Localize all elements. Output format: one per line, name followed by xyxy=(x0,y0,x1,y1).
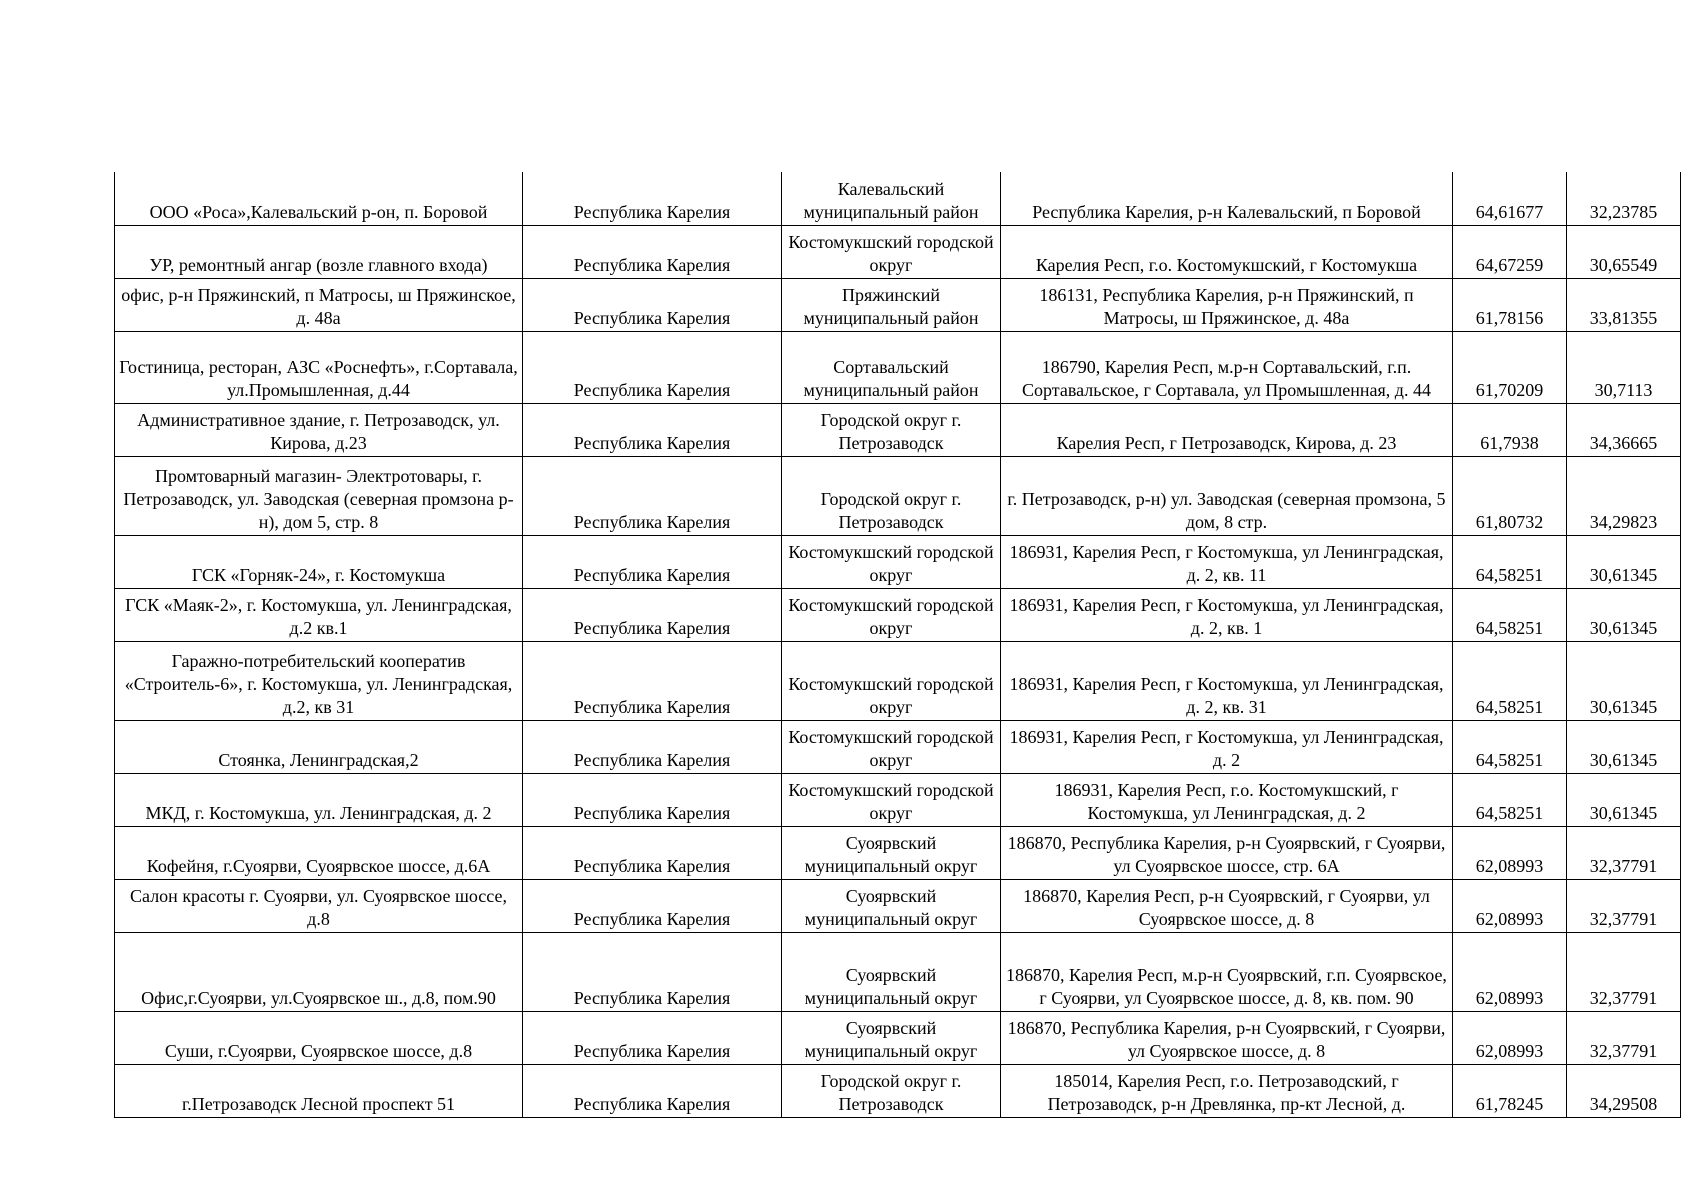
table-row xyxy=(115,172,1681,225)
municipality-cell: Городской округ г. Петрозаводск xyxy=(782,403,1001,456)
region-cell: Республика Карелия xyxy=(523,826,782,879)
region-cell: Республика Карелия xyxy=(523,641,782,720)
registry-table xyxy=(114,172,1681,1118)
region-cell: Республика Карелия xyxy=(523,1064,782,1117)
latitude-cell: 61,7938 xyxy=(1453,403,1567,456)
longitude-cell: 30,61345 xyxy=(1567,535,1681,588)
address-cell: г. Петрозаводск, р-н) ул. Заводская (северная промзона, 5 дом, 8 стр. xyxy=(1001,456,1453,535)
address-cell: 186931, Карелия Респ, г Костомукша, ул Ленинградская, д. 2 xyxy=(1001,720,1453,773)
longitude-cell: 34,36665 xyxy=(1567,403,1681,456)
table-row xyxy=(115,932,1681,1011)
table-row xyxy=(115,456,1681,535)
latitude-cell: 64,58251 xyxy=(1453,588,1567,641)
region-cell: Республика Карелия xyxy=(523,403,782,456)
address-cell: 186870, Карелия Респ, р-н Суоярвский, г Суоярви, ул Суоярвское шоссе, д. 8 xyxy=(1001,879,1453,932)
latitude-cell: 61,78156 xyxy=(1453,278,1567,331)
longitude-cell: 30,7113 xyxy=(1567,331,1681,403)
object-name-cell: ООО «Роса»,Калевальский р-он, п. Боровой xyxy=(115,172,523,225)
latitude-cell: 62,08993 xyxy=(1453,932,1567,1011)
object-name-cell: Офис,г.Суоярви, ул.Суоярвское ш., д.8, пом.90 xyxy=(115,932,523,1011)
region-cell: Республика Карелия xyxy=(523,879,782,932)
object-name-cell: Гостиница, ресторан, АЗС «Роснефть», г.Сортавала, ул.Промышленная, д.44 xyxy=(115,331,523,403)
latitude-cell: 61,70209 xyxy=(1453,331,1567,403)
municipality-cell: Городской округ г. Петрозаводск xyxy=(782,1064,1001,1117)
table-row xyxy=(115,826,1681,879)
municipality-cell: Костомукшский городской округ xyxy=(782,225,1001,278)
longitude-cell: 30,61345 xyxy=(1567,720,1681,773)
longitude-cell: 30,65549 xyxy=(1567,225,1681,278)
longitude-cell: 34,29823 xyxy=(1567,456,1681,535)
registry-table-body xyxy=(115,172,1681,1117)
latitude-cell: 64,67259 xyxy=(1453,225,1567,278)
object-name-cell: Административное здание, г. Петрозаводск, ул. Кирова, д.23 xyxy=(115,403,523,456)
region-cell: Республика Карелия xyxy=(523,331,782,403)
table-row xyxy=(115,720,1681,773)
municipality-cell: Костомукшский городской округ xyxy=(782,641,1001,720)
table-row xyxy=(115,403,1681,456)
latitude-cell: 62,08993 xyxy=(1453,879,1567,932)
object-name-cell: УР, ремонтный ангар (возле главного входа) xyxy=(115,225,523,278)
table-row xyxy=(115,1011,1681,1064)
address-cell: Республика Карелия, р-н Калевальский, п Боровой xyxy=(1001,172,1453,225)
object-name-cell: офис, р-н Пряжинский, п Матросы, ш Пряжинское, д. 48а xyxy=(115,278,523,331)
table-row xyxy=(115,535,1681,588)
address-cell: 186790, Карелия Респ, м.р-н Сортавальский, г.п. Сортавальское, г Сортавала, ул Промышленная, д. 44 xyxy=(1001,331,1453,403)
object-name-cell: Гаражно-потребительский кооператив «Строитель-6», г. Костомукша, ул. Ленинградская, д.2, кв 31 xyxy=(115,641,523,720)
longitude-cell: 33,81355 xyxy=(1567,278,1681,331)
object-name-cell: Промтоварный магазин- Электротовары, г. Петрозаводск, ул. Заводская (северная промзона р-н), дом 5, стр. 8 xyxy=(115,456,523,535)
table-row xyxy=(115,879,1681,932)
longitude-cell: 32,23785 xyxy=(1567,172,1681,225)
municipality-cell: Сортавальский муниципальный район xyxy=(782,331,1001,403)
object-name-cell: г.Петрозаводск Лесной проспект 51 xyxy=(115,1064,523,1117)
municipality-cell: Костомукшский городской округ xyxy=(782,773,1001,826)
region-cell: Республика Карелия xyxy=(523,172,782,225)
longitude-cell: 32,37791 xyxy=(1567,879,1681,932)
latitude-cell: 61,80732 xyxy=(1453,456,1567,535)
region-cell: Республика Карелия xyxy=(523,456,782,535)
latitude-cell: 61,78245 xyxy=(1453,1064,1567,1117)
object-name-cell: МКД, г. Костомукша, ул. Ленинградская, д. 2 xyxy=(115,773,523,826)
table-row xyxy=(115,278,1681,331)
address-cell: 185014, Карелия Респ, г.о. Петрозаводский, г Петрозаводск, р-н Древлянка, пр-кт Лесной, д. xyxy=(1001,1064,1453,1117)
address-cell: 186870, Республика Карелия, р-н Суоярвский, г Суоярви, ул Суоярвское шоссе, д. 8 xyxy=(1001,1011,1453,1064)
table-row xyxy=(115,773,1681,826)
object-name-cell: Кофейня, г.Суоярви, Суоярвское шоссе, д.6А xyxy=(115,826,523,879)
table-row xyxy=(115,588,1681,641)
municipality-cell: Суоярвский муниципальный округ xyxy=(782,879,1001,932)
region-cell: Республика Карелия xyxy=(523,932,782,1011)
address-cell: 186931, Карелия Респ, г Костомукша, ул Ленинградская, д. 2, кв. 1 xyxy=(1001,588,1453,641)
object-name-cell: ГСК «Горняк-24», г. Костомукша xyxy=(115,535,523,588)
latitude-cell: 64,61677 xyxy=(1453,172,1567,225)
region-cell: Республика Карелия xyxy=(523,535,782,588)
municipality-cell: Суоярвский муниципальный округ xyxy=(782,932,1001,1011)
municipality-cell: Костомукшский городской округ xyxy=(782,588,1001,641)
longitude-cell: 32,37791 xyxy=(1567,826,1681,879)
object-name-cell: Суши, г.Суоярви, Суоярвское шоссе, д.8 xyxy=(115,1011,523,1064)
region-cell: Республика Карелия xyxy=(523,720,782,773)
table-row xyxy=(115,1064,1681,1117)
object-name-cell: Стоянка, Ленинградская,2 xyxy=(115,720,523,773)
address-cell: 186931, Карелия Респ, г Костомукша, ул Ленинградская, д. 2, кв. 11 xyxy=(1001,535,1453,588)
municipality-cell: Городской округ г. Петрозаводск xyxy=(782,456,1001,535)
address-cell: 186931, Карелия Респ, г.о. Костомукшский, г Костомукша, ул Ленинградская, д. 2 xyxy=(1001,773,1453,826)
region-cell: Республика Карелия xyxy=(523,278,782,331)
municipality-cell: Суоярвский муниципальный округ xyxy=(782,826,1001,879)
latitude-cell: 64,58251 xyxy=(1453,535,1567,588)
longitude-cell: 30,61345 xyxy=(1567,641,1681,720)
longitude-cell: 34,29508 xyxy=(1567,1064,1681,1117)
municipality-cell: Пряжинский муниципальный район xyxy=(782,278,1001,331)
latitude-cell: 64,58251 xyxy=(1453,773,1567,826)
region-cell: Республика Карелия xyxy=(523,225,782,278)
address-cell: 186131, Республика Карелия, р-н Пряжинский, п Матросы, ш Пряжинское, д. 48а xyxy=(1001,278,1453,331)
table-row xyxy=(115,225,1681,278)
latitude-cell: 64,58251 xyxy=(1453,720,1567,773)
region-cell: Республика Карелия xyxy=(523,588,782,641)
region-cell: Республика Карелия xyxy=(523,773,782,826)
table-row xyxy=(115,331,1681,403)
object-name-cell: Салон красоты г. Суоярви, ул. Суоярвское шоссе, д.8 xyxy=(115,879,523,932)
latitude-cell: 62,08993 xyxy=(1453,826,1567,879)
address-cell: 186870, Карелия Респ, м.р-н Суоярвский, г.п. Суоярвское, г Суоярви, ул Суоярвское шоссе, д. 8, кв. пом. 90 xyxy=(1001,932,1453,1011)
municipality-cell: Костомукшский городской округ xyxy=(782,720,1001,773)
object-name-cell: ГСК «Маяк-2», г. Костомукша, ул. Ленинградская, д.2 кв.1 xyxy=(115,588,523,641)
address-cell: Карелия Респ, г Петрозаводск, Кирова, д. 23 xyxy=(1001,403,1453,456)
latitude-cell: 62,08993 xyxy=(1453,1011,1567,1064)
table-row xyxy=(115,641,1681,720)
longitude-cell: 32,37791 xyxy=(1567,1011,1681,1064)
longitude-cell: 30,61345 xyxy=(1567,773,1681,826)
latitude-cell: 64,58251 xyxy=(1453,641,1567,720)
region-cell: Республика Карелия xyxy=(523,1011,782,1064)
address-cell: 186870, Республика Карелия, р-н Суоярвский, г Суоярви, ул Суоярвское шоссе, стр. 6А xyxy=(1001,826,1453,879)
address-cell: Карелия Респ, г.о. Костомукшский, г Костомукша xyxy=(1001,225,1453,278)
longitude-cell: 32,37791 xyxy=(1567,932,1681,1011)
municipality-cell: Костомукшский городской округ xyxy=(782,535,1001,588)
municipality-cell: Калевальский муниципальный район xyxy=(782,172,1001,225)
address-cell: 186931, Карелия Респ, г Костомукша, ул Ленинградская, д. 2, кв. 31 xyxy=(1001,641,1453,720)
longitude-cell: 30,61345 xyxy=(1567,588,1681,641)
municipality-cell: Суоярвский муниципальный округ xyxy=(782,1011,1001,1064)
